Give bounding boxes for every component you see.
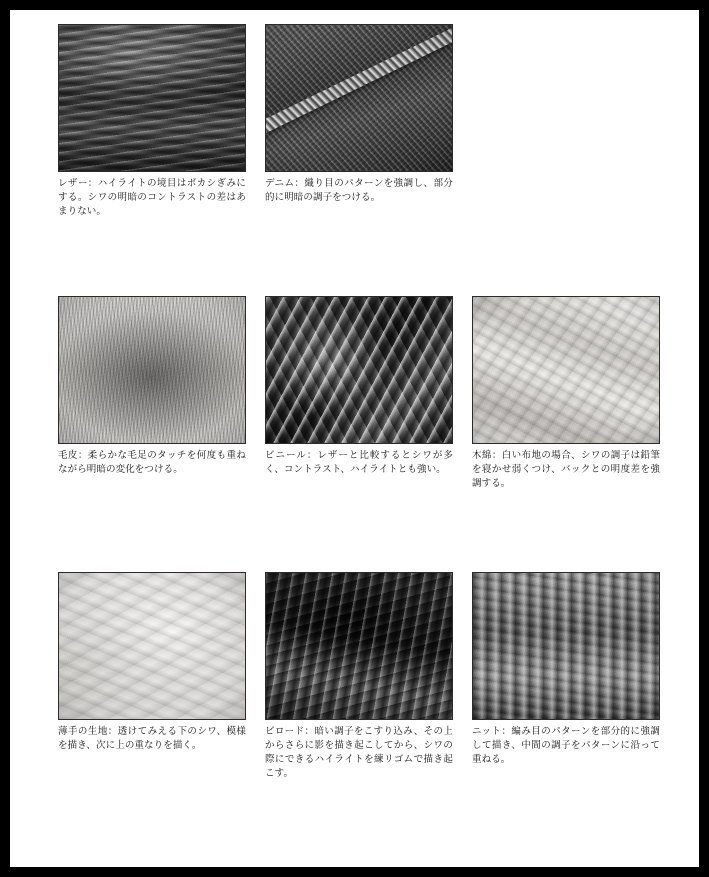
- figure-vinyl: [265, 296, 453, 477]
- figure-caption-cotton: 木綿：白い布地の場合、シワの調子は鉛筆を寝かせ弱くつけ、バックとの明度差を強調する。: [472, 450, 660, 490]
- figure-image-velvet: [265, 572, 453, 720]
- texture-swatch-thin-fabric: [59, 573, 245, 719]
- texture-swatch-fur: [59, 297, 245, 443]
- figure-denim: [265, 24, 453, 205]
- figure-fur: [58, 296, 246, 477]
- figure-image-leather: [58, 24, 246, 172]
- texture-swatch-cotton: [473, 297, 659, 443]
- figure-cotton: [472, 296, 660, 491]
- figure-caption-vinyl: ビニール：レザーと比較するとシワが多く、コントラスト、ハイライトとも強い。: [265, 450, 453, 476]
- figure-image-denim: [265, 24, 453, 172]
- figure-caption-leather: レザー：ハイライトの境目はボカシぎみにする。シワの明暗のコントラストの差はあまりない。: [58, 178, 246, 218]
- figure-caption-velvet: ビロード：暗い調子をこすり込み、その上からさらに影を描き起こしてから、シワの際にできるハイライトを練リゴムで描き起こす。: [265, 726, 453, 780]
- figure-caption-denim: デニム：織り目のパターンを強調し、部分的に明暗の調子をつける。: [265, 178, 453, 204]
- figure-image-fur: [58, 296, 246, 444]
- figure-grid: [10, 10, 699, 867]
- page-sheet: [10, 10, 699, 867]
- texture-swatch-vinyl: [266, 297, 452, 443]
- texture-swatch-leather: [59, 25, 245, 171]
- figure-leather: [58, 24, 246, 219]
- figure-image-knit: [472, 572, 660, 720]
- figure-caption-thin-fabric: 薄手の生地：透けてみえる下のシワ、模様を描き、次に上の重なりを描く。: [58, 726, 246, 752]
- figure-image-thin-fabric: [58, 572, 246, 720]
- figure-image-cotton: [472, 296, 660, 444]
- figure-caption-fur: 毛皮：柔らかな毛足のタッチを何度も重ねながら明暗の変化をつける。: [58, 450, 246, 476]
- figure-knit: [472, 572, 660, 767]
- figure-velvet: [265, 572, 453, 781]
- figure-caption-knit: ニット：編み目のパターンを部分的に強調して描き、中間の調子をパターンに沿って重ねる。: [472, 726, 660, 766]
- figure-thin-fabric: [58, 572, 246, 753]
- texture-swatch-velvet: [266, 573, 452, 719]
- figure-image-vinyl: [265, 296, 453, 444]
- texture-swatch-knit: [473, 573, 659, 719]
